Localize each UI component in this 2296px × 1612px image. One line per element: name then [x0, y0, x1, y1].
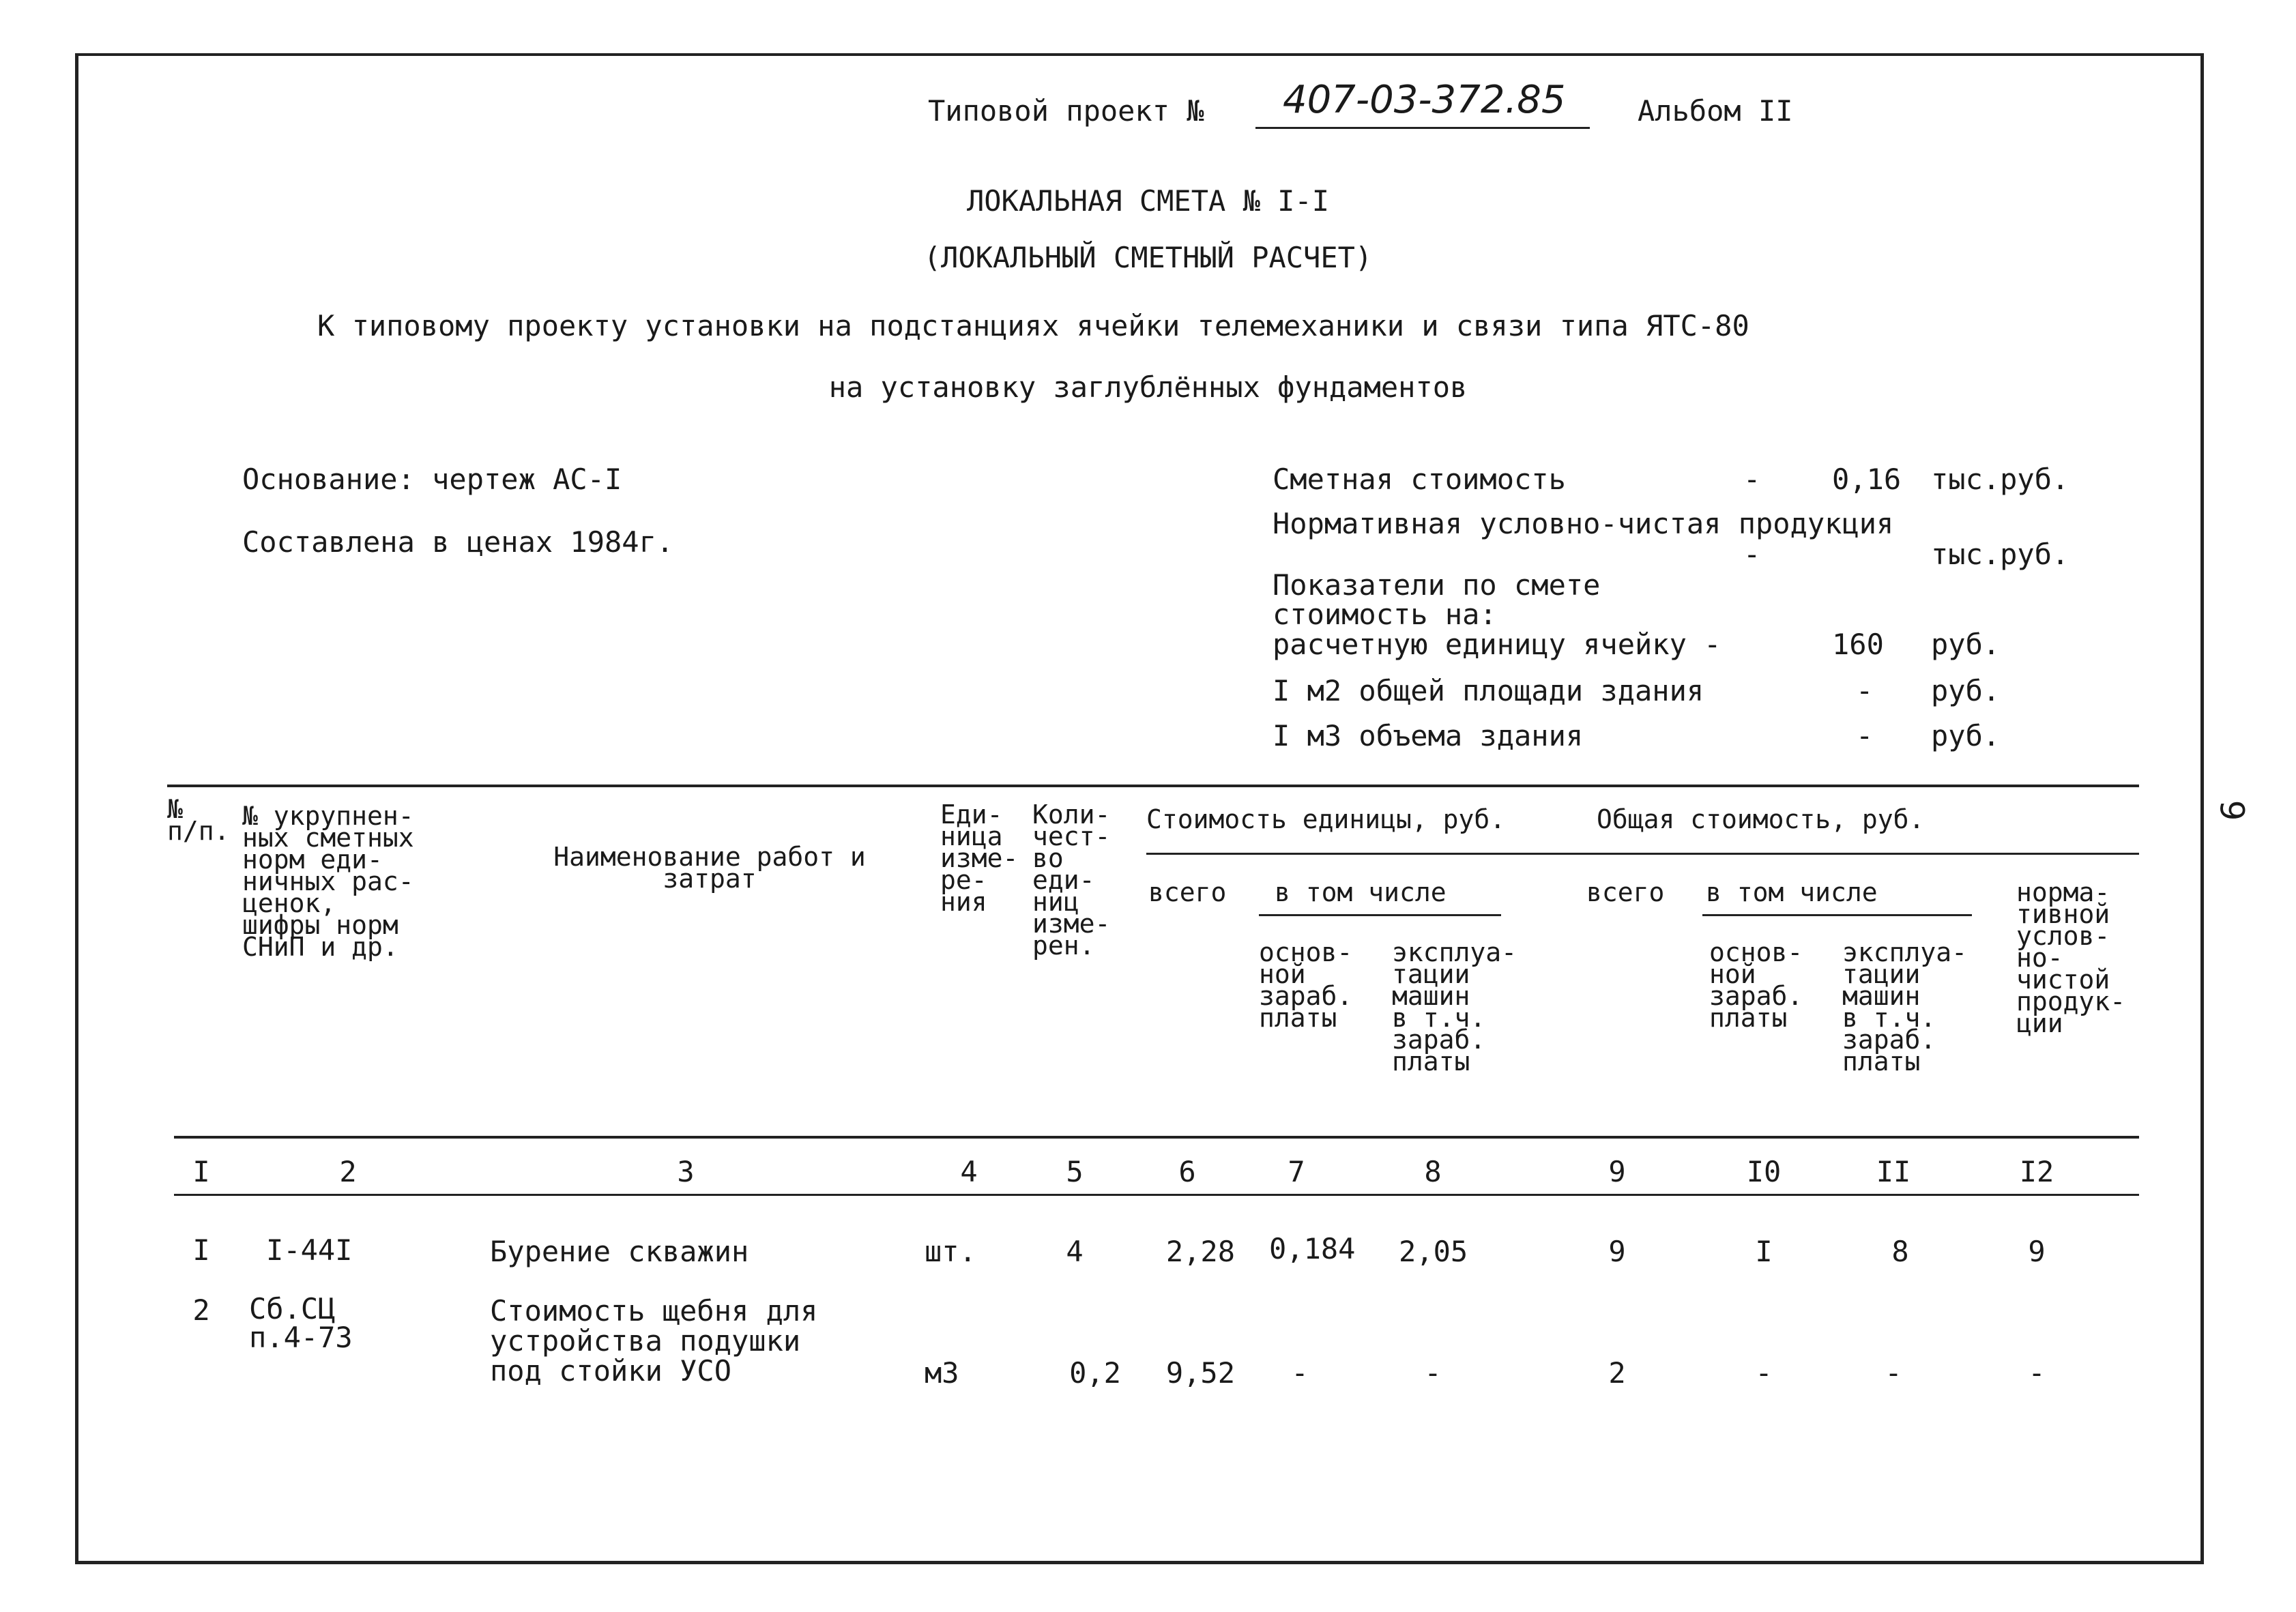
- table-row-2-unit-total: 9,52: [1165, 1356, 1235, 1390]
- table-row-1-unit-wage: 0,184: [1269, 1232, 1356, 1265]
- table-row-2-code: Сб.СЦ п.4-73: [249, 1292, 353, 1354]
- header-col-3: Наименование работ и затрат: [553, 842, 866, 894]
- prices-text: Составлена в ценах 1984г.: [242, 525, 674, 559]
- table-row-1-total-wage: I: [1755, 1235, 1773, 1268]
- header-col-12: норма- тивной услов- но- чистой продук- ции: [2016, 877, 2126, 1038]
- table-row-2-total: 2: [1608, 1356, 1626, 1390]
- col-number-2: 2: [339, 1155, 357, 1188]
- col-number-11: II: [1876, 1155, 1911, 1188]
- col-number-8: 8: [1424, 1155, 1442, 1188]
- table-row-2-name: Стоимость щебня для устройства подушки под стойки УСО: [490, 1294, 818, 1388]
- numbers-bottom-rule: [174, 1194, 2139, 1196]
- header-col-8: эксплуа- тации машин в т.ч. зараб. платы: [1392, 937, 1517, 1076]
- table-row-1-total: 9: [1608, 1235, 1626, 1268]
- header-total-cost-group: Общая стоимость, руб.: [1597, 804, 1925, 834]
- table-row-1-unit-total: 2,28: [1165, 1235, 1235, 1268]
- doc-subtitle: (ЛОКАЛЬНЫЙ СМЕТНЫЙ РАСЧЕТ): [923, 241, 1373, 274]
- doc-object: на установку заглублённых фундаментов: [828, 370, 1468, 404]
- side-page-mark: 9: [2212, 800, 2251, 821]
- norm-unit: тыс.руб.: [1931, 538, 2069, 571]
- doc-purpose: К типовому проекту установки на подстанциях ячейки телемеханики и связи типа ЯТС-80: [317, 309, 1749, 342]
- table-row-2-unit-wage: -: [1291, 1356, 1309, 1390]
- table-row-1-total-mach: 8: [1891, 1235, 1909, 1268]
- norm-label: Нормативная условно-чистая продукция: [1273, 507, 1894, 540]
- table-row-1-qty: 4: [1066, 1235, 1084, 1268]
- area-cost-label: I м2 общей площади здания: [1273, 674, 1704, 707]
- table-row-2-norm: -: [2028, 1356, 2046, 1390]
- table-row-1-n: I: [192, 1233, 210, 1267]
- incl-b-rule: [1702, 914, 1972, 916]
- col-number-4: 4: [960, 1155, 978, 1188]
- album-label: Альбом II: [1638, 94, 1793, 128]
- header-col-2: № укрупнен- ных сметных норм еди- ничных рас- ценок, шифры норм СНиП и др.: [242, 801, 414, 962]
- cell-cost-label: расчетную единицу ячейку -: [1273, 628, 1721, 661]
- table-row-2-total-mach: -: [1885, 1356, 1902, 1390]
- col-number-6: 6: [1178, 1155, 1196, 1188]
- indicators-subtitle: стоимость на:: [1273, 598, 1497, 631]
- table-row-1-unit: шт.: [925, 1235, 976, 1268]
- col-number-3: 3: [677, 1155, 695, 1188]
- header-col-9: всего: [1586, 877, 1665, 907]
- volume-cost-label: I м3 объема здания: [1273, 719, 1584, 752]
- col-number-7: 7: [1288, 1155, 1305, 1188]
- table-row-2-unit: м3: [925, 1356, 959, 1390]
- header-col-6: всего: [1148, 877, 1227, 907]
- cell-cost-value: 160: [1832, 628, 1884, 661]
- cost-dash: -: [1743, 463, 1761, 496]
- indicators-title: Показатели по смете: [1273, 568, 1601, 602]
- project-underline: [1255, 127, 1590, 129]
- header-col-7: основ- ной зараб. платы: [1259, 937, 1353, 1033]
- col-number-12: I2: [2019, 1155, 2054, 1188]
- table-row-1-name: Бурение скважин: [490, 1235, 749, 1268]
- header-incl-b: в том числе: [1706, 877, 1878, 907]
- norm-dash: -: [1743, 538, 1761, 571]
- cost-group-rule: [1146, 853, 2139, 855]
- col-number-10: I0: [1746, 1155, 1782, 1188]
- header-unit-cost-group: Стоимость единицы, руб.: [1146, 804, 1506, 834]
- table-row-2-qty: 0,2: [1069, 1356, 1121, 1390]
- volume-cost-unit: руб.: [1931, 719, 2001, 752]
- table-row-2-total-wage: -: [1755, 1356, 1773, 1390]
- col-number-9: 9: [1608, 1155, 1626, 1188]
- header-col-5: Коли- чест- во еди- ниц изме- рен.: [1032, 800, 1111, 961]
- header-col-11: эксплуа- тации машин в т.ч. зараб. платы: [1842, 937, 1968, 1076]
- cell-cost-unit: руб.: [1931, 628, 2001, 661]
- doc-title: ЛОКАЛЬНАЯ СМЕТА № I-I: [966, 184, 1329, 218]
- cost-label: Сметная стоимость: [1273, 463, 1566, 496]
- table-row-1-code: I-44I: [266, 1233, 353, 1267]
- table-row-1-norm: 9: [2028, 1235, 2046, 1268]
- table-row-2-unit-mach: -: [1424, 1356, 1442, 1390]
- basis-text: Основание: чертеж АС-I: [242, 463, 622, 496]
- cost-unit: тыс.руб.: [1931, 463, 2069, 496]
- project-number: 407-03-372.85: [1283, 78, 1566, 122]
- project-label: Типовой проект №: [928, 94, 1204, 128]
- header-col-1: № п/п.: [167, 794, 230, 846]
- header-incl-a: в том числе: [1275, 877, 1447, 907]
- area-cost-unit: руб.: [1931, 674, 2001, 707]
- header-col-4: Еди- ница изме- ре- ния: [940, 800, 1019, 917]
- header-col-10: основ- ной зараб. платы: [1709, 937, 1803, 1033]
- cost-value: 0,16: [1832, 463, 1902, 496]
- col-number-1: I: [192, 1155, 210, 1188]
- table-row-2-n: 2: [192, 1293, 210, 1327]
- col-number-5: 5: [1066, 1155, 1084, 1188]
- table-row-1-unit-mach: 2,05: [1399, 1235, 1468, 1268]
- header-bottom-rule: [174, 1136, 2139, 1139]
- volume-cost-dash: -: [1856, 719, 1874, 752]
- area-cost-dash: -: [1856, 674, 1874, 707]
- incl-a-rule: [1259, 914, 1501, 916]
- table-top-rule: [167, 785, 2139, 787]
